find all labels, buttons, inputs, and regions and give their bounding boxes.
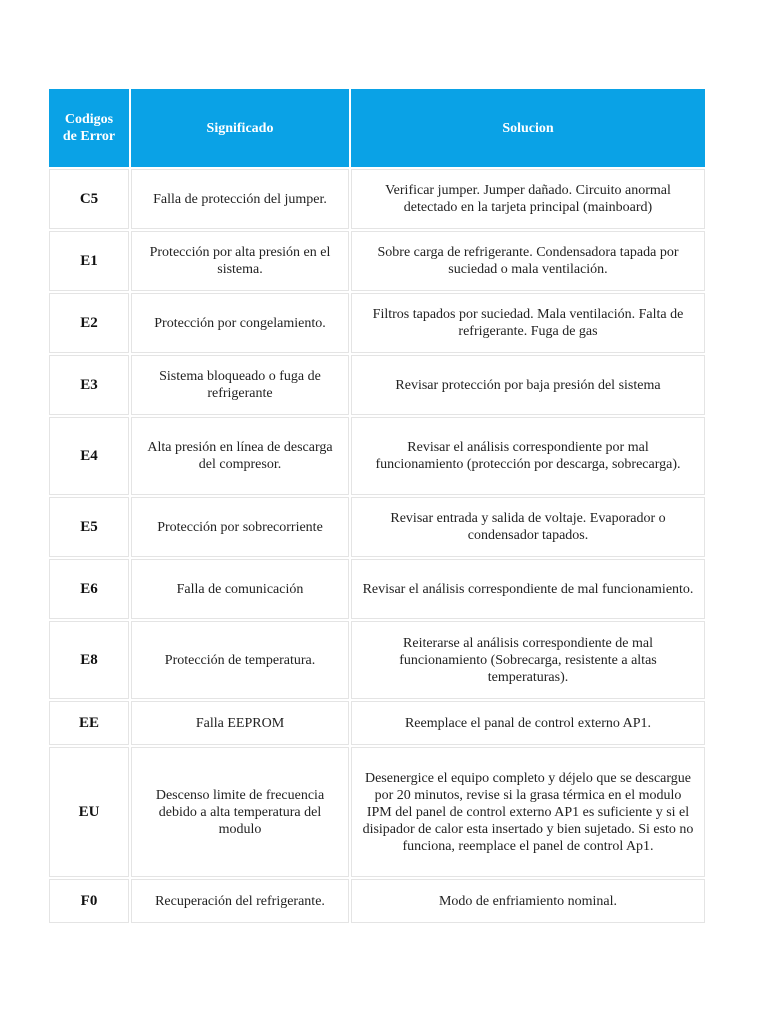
solution-cell: Modo de enfriamiento nominal. [351, 879, 705, 923]
table-row [49, 559, 705, 619]
meaning-cell: Alta presión en línea de descarga del compresor. [131, 417, 349, 495]
table-row [49, 879, 705, 923]
solution-cell: Verificar jumper. Jumper dañado. Circuito anormal detectado en la tarjeta principal (mainboard) [351, 169, 705, 229]
solution-cell: Filtros tapados por suciedad. Mala ventilación. Falta de refrigerante. Fuga de gas [351, 293, 705, 353]
table-body [49, 169, 705, 923]
error-code-cell: E1 [49, 231, 129, 291]
table-row [49, 293, 705, 353]
table-row [49, 701, 705, 745]
table-row [49, 355, 705, 415]
solution-cell: Revisar entrada y salida de voltaje. Evaporador o condensador tapados. [351, 497, 705, 557]
solution-cell: Revisar el análisis correspondiente de mal funcionamiento. [351, 559, 705, 619]
meaning-cell: Descenso limite de frecuencia debido a alta temperatura del modulo [131, 747, 349, 877]
solution-cell: Revisar el análisis correspondiente por mal funcionamiento (protección por descarga, sobrecarga). [351, 417, 705, 495]
header-meaning: Significado [131, 89, 349, 167]
solution-cell: Revisar protección por baja presión del sistema [351, 355, 705, 415]
solution-cell: Reemplace el panal de control externo AP1. [351, 701, 705, 745]
error-code-cell: EE [49, 701, 129, 745]
error-code-cell: E4 [49, 417, 129, 495]
table-row [49, 621, 705, 699]
meaning-cell: Falla de protección del jumper. [131, 169, 349, 229]
error-code-cell: E8 [49, 621, 129, 699]
error-code-cell: EU [49, 747, 129, 877]
table-row [49, 169, 705, 229]
error-code-cell: C5 [49, 169, 129, 229]
solution-cell: Desenergice el equipo completo y déjelo que se descargue por 20 minutos, revise si la grasa térmica en el modulo IPM del panel de control externo AP1 es suficiente y si el disipador de calor esta insertado y bien sujetado. Si esto no funciona, reemplace el panel de control Ap1. [351, 747, 705, 877]
error-code-cell: E6 [49, 559, 129, 619]
table-row [49, 417, 705, 495]
meaning-cell: Protección por congelamiento. [131, 293, 349, 353]
meaning-cell: Protección por sobrecorriente [131, 497, 349, 557]
header-code [49, 89, 129, 167]
error-code-cell: E5 [49, 497, 129, 557]
meaning-cell: Protección por alta presión en el sistema. [131, 231, 349, 291]
header-row [49, 89, 705, 167]
meaning-cell: Protección de temperatura. [131, 621, 349, 699]
meaning-cell: Recuperación del refrigerante. [131, 879, 349, 923]
meaning-cell: Falla de comunicación [131, 559, 349, 619]
table-row [49, 231, 705, 291]
error-code-cell: F0 [49, 879, 129, 923]
meaning-cell: Sistema bloqueado o fuga de refrigerante [131, 355, 349, 415]
table-header [49, 89, 705, 167]
solution-cell: Reiterarse al análisis correspondiente de mal funcionamiento (Sobrecarga, resistente a altas temperaturas). [351, 621, 705, 699]
error-code-cell: E2 [49, 293, 129, 353]
header-solution: Solucion [351, 89, 705, 167]
header-code-label: Codigos de Error [62, 112, 116, 144]
solution-cell: Sobre carga de refrigerante. Condensadora tapada por suciedad o mala ventilación. [351, 231, 705, 291]
error-codes-table [47, 87, 707, 925]
table-row [49, 497, 705, 557]
table-row [49, 747, 705, 877]
meaning-cell: Falla EEPROM [131, 701, 349, 745]
error-code-cell: E3 [49, 355, 129, 415]
